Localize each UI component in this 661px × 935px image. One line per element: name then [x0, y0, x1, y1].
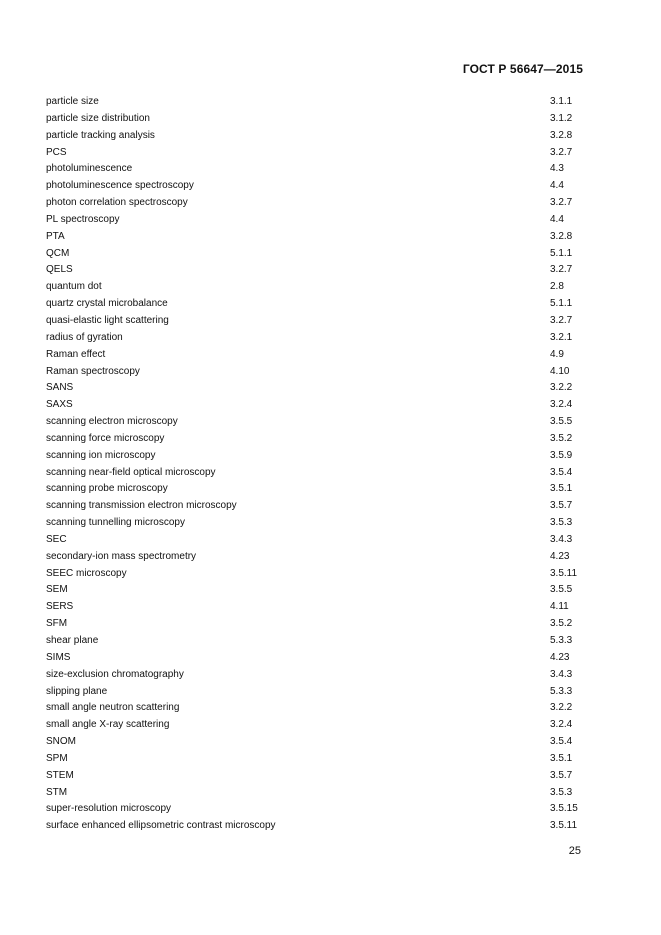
index-row	[46, 229, 586, 246]
index-reference: 4.23	[550, 550, 570, 562]
index-reference: 4.10	[550, 365, 570, 377]
index-term: scanning ion microscopy	[46, 449, 156, 461]
index-row	[46, 195, 586, 212]
index-row	[46, 684, 586, 701]
index-reference: 3.2.2	[550, 702, 573, 714]
index-term: shear plane	[46, 635, 99, 646]
index-reference: 4.4	[550, 180, 564, 192]
index-row	[46, 616, 586, 633]
index-row	[46, 111, 586, 128]
index-reference: 3.5.5	[550, 416, 573, 428]
index-term: SEEC microscopy	[46, 567, 127, 579]
index-reference: 3.2.4	[550, 399, 573, 411]
index-term: super-resolution microscopy	[46, 803, 172, 815]
index-term: SERS	[46, 601, 74, 613]
index-reference: 5.3.3	[550, 635, 573, 646]
index-reference: 3.2.7	[550, 314, 573, 326]
index-term: radius of gyration	[46, 331, 123, 343]
index-term: SFM	[46, 618, 68, 630]
index-row	[46, 246, 586, 263]
index-term: photon correlation spectroscopy	[46, 197, 188, 209]
index-reference: 3.2.7	[550, 264, 573, 276]
index-term: photoluminescence	[46, 163, 133, 175]
index-reference: 3.5.11	[550, 567, 578, 579]
index-row	[46, 801, 586, 818]
index-term: scanning transmission electron microscopy	[46, 500, 237, 512]
index-reference: 3.1.2	[550, 112, 573, 124]
index-row	[46, 347, 586, 364]
index-row	[46, 448, 586, 465]
index-row	[46, 667, 586, 684]
index-term: photoluminescence spectroscopy	[46, 180, 194, 192]
index-term: size-exclusion chromatography	[46, 668, 184, 680]
index-reference: 3.2.4	[550, 719, 573, 731]
index-term: scanning force microscopy	[46, 432, 165, 444]
index-reference: 3.5.3	[550, 517, 573, 529]
index-reference: 4.4	[550, 213, 564, 225]
index-reference: 3.2.1	[550, 331, 573, 343]
index-row	[46, 94, 586, 111]
page-number: 25	[568, 845, 581, 857]
index-row	[46, 414, 586, 431]
index-row	[46, 768, 586, 785]
index-reference: 3.5.7	[550, 500, 573, 512]
index-reference: 5.3.3	[550, 685, 573, 697]
index-term: QELS	[46, 264, 73, 276]
index-reference: 3.5.1	[550, 483, 573, 495]
index-term: particle tracking analysis	[46, 129, 155, 141]
index-term: STM	[46, 786, 68, 798]
index-reference: 2.8	[550, 281, 564, 293]
index-row	[46, 262, 586, 279]
index-reference: 3.2.7	[550, 197, 573, 209]
index-row	[46, 599, 586, 616]
index-term: quantum dot	[46, 281, 102, 293]
index-row	[46, 751, 586, 768]
index-row	[46, 364, 586, 381]
index-term: SANS	[46, 382, 74, 394]
index-reference: 4.23	[550, 651, 570, 663]
document-standard-header: ГОСТ Р 56647—2015	[462, 62, 583, 76]
index-row	[46, 212, 586, 229]
index-reference: 5.1.1	[550, 298, 573, 310]
index-term: Raman spectroscopy	[46, 365, 140, 377]
index-term: SEM	[46, 584, 68, 596]
index-term: PCS	[46, 146, 67, 158]
index-term: quasi-elastic light scattering	[46, 314, 169, 326]
index-row	[46, 818, 586, 835]
index-row	[46, 178, 586, 195]
index-reference: 3.4.3	[550, 533, 573, 545]
index-row	[46, 145, 586, 162]
index-reference: 3.5.3	[550, 786, 573, 798]
index-row	[46, 161, 586, 178]
index-reference: 3.5.4	[550, 736, 573, 748]
index-term: Raman effect	[46, 348, 106, 360]
index-row	[46, 128, 586, 145]
term-index-list	[46, 94, 586, 835]
index-term: quartz crystal microbalance	[46, 298, 168, 310]
index-row	[46, 465, 586, 482]
index-term: SAXS	[46, 399, 73, 411]
index-row	[46, 549, 586, 566]
index-reference: 5.1.1	[550, 247, 573, 259]
index-reference: 4.9	[550, 348, 564, 360]
index-term: particle size	[46, 96, 99, 107]
index-term: secondary-ion mass spectrometry	[46, 550, 197, 562]
index-term: SIMS	[46, 651, 71, 663]
index-term: QCM	[46, 247, 70, 259]
index-term: scanning probe microscopy	[46, 483, 168, 495]
index-term: small angle X-ray scattering	[46, 719, 170, 731]
index-reference: 3.4.3	[550, 668, 573, 680]
index-reference: 4.3	[550, 163, 564, 175]
index-reference: 3.5.7	[550, 769, 573, 781]
index-reference: 3.5.9	[550, 449, 573, 461]
index-row	[46, 431, 586, 448]
index-row	[46, 532, 586, 549]
index-term: PTA	[46, 230, 65, 242]
index-row	[46, 330, 586, 347]
index-row	[46, 650, 586, 667]
index-term: surface enhanced ellipsometric contrast microscopy	[46, 820, 276, 832]
index-reference: 3.5.1	[550, 752, 573, 764]
index-row	[46, 481, 586, 498]
index-row	[46, 313, 586, 330]
index-row	[46, 633, 586, 650]
index-row	[46, 515, 586, 532]
index-reference: 3.5.5	[550, 584, 573, 596]
index-term: SNOM	[46, 736, 76, 748]
index-row	[46, 566, 586, 583]
index-reference: 3.1.1	[550, 96, 573, 107]
index-term: SPM	[46, 752, 68, 764]
index-term: PL spectroscopy	[46, 213, 120, 225]
index-row	[46, 582, 586, 599]
index-term: scanning electron microscopy	[46, 416, 178, 428]
index-row	[46, 296, 586, 313]
index-row	[46, 734, 586, 751]
index-reference: 3.2.8	[550, 230, 573, 242]
index-reference: 3.5.11	[550, 820, 578, 832]
index-row	[46, 380, 586, 397]
index-reference: 3.2.8	[550, 129, 573, 141]
index-term: slipping plane	[46, 685, 108, 697]
index-term: small angle neutron scattering	[46, 702, 180, 714]
index-reference: 3.2.2	[550, 382, 573, 394]
index-reference: 3.5.4	[550, 466, 573, 478]
index-term: scanning near-field optical microscopy	[46, 466, 216, 478]
index-reference: 3.5.15	[550, 803, 578, 815]
index-row	[46, 785, 586, 802]
index-reference: 3.5.2	[550, 432, 573, 444]
index-reference: 3.2.7	[550, 146, 573, 158]
index-term: particle size distribution	[46, 112, 150, 124]
index-row	[46, 279, 586, 296]
index-reference: 4.11	[550, 601, 569, 613]
index-term: SEC	[46, 533, 67, 545]
index-row	[46, 700, 586, 717]
index-row	[46, 498, 586, 515]
index-term: scanning tunnelling microscopy	[46, 517, 185, 529]
index-reference: 3.5.2	[550, 618, 573, 630]
index-row	[46, 717, 586, 734]
index-term: STEM	[46, 769, 74, 781]
index-row	[46, 397, 586, 414]
